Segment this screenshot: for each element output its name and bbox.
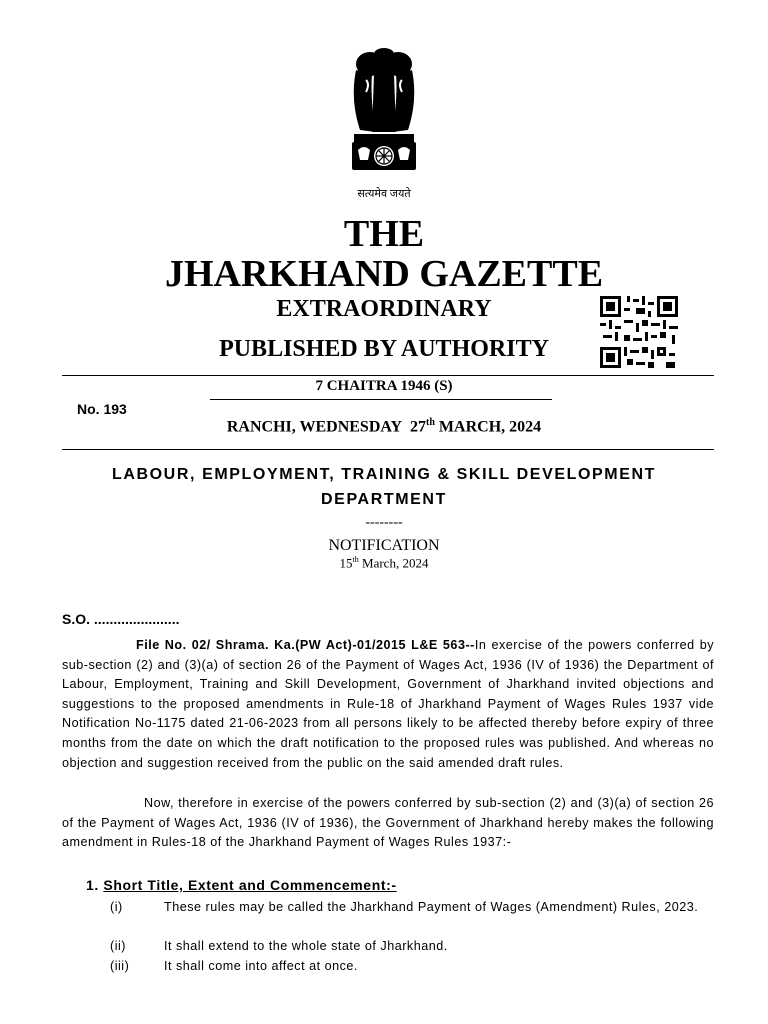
- published-by-authority: PUBLISHED BY AUTHORITY: [219, 336, 549, 362]
- state-emblem-icon: [336, 40, 432, 190]
- gazette-title-the: THE: [343, 213, 425, 255]
- list-item: [110, 898, 714, 918]
- paragraph-1: [62, 636, 714, 773]
- section-title: Short Title, Extent and Commencement:-: [103, 877, 397, 893]
- header-bottom-divider: [62, 449, 714, 450]
- paragraph-2: Now, therefore in exercise of the powers conferred by sub-section (2) and (3)(a) of section 26 of the Payment of Wages Act, 1936 (IV of 1936), the Government of Jharkhand hereby makes the following amendment in Rules-18 of the Jharkhand Payment of Wages Rules 1937:-: [62, 796, 714, 850]
- date-month-year: MARCH, 2024: [438, 418, 542, 436]
- section-heading: [86, 877, 397, 893]
- separator: --------: [365, 515, 403, 530]
- paragraph-1-text: In exercise of the powers conferred by sub-section (2) and (3)(a) of section 26 of the Payment of Wages Act, 1936 (IV of 1936) the Department of Labour, Employment, Training and Skill Development, Government of Jharkhand invited objections and suggestions to the proposed amendments in Rule-18 of Jharkhand Payment of Wages Rules 1937 vide Notification No-1175 dated 21-06-2023 from all persons likely to be affected thereby before expiry of three months from the date on which the draft notification to the proposed rules was published. And whereas no objection and suggestion received from the public on the said amended draft rules.: [62, 638, 714, 770]
- top-divider: [62, 375, 714, 376]
- issue-number: No. 193: [77, 401, 127, 417]
- so-number: S.O. ......................: [62, 611, 180, 627]
- notif-suffix: th: [352, 555, 359, 564]
- list-item-text: It shall extend to the whole state of Jharkhand.: [164, 939, 448, 953]
- notification-label: NOTIFICATION: [328, 537, 440, 554]
- date-suffix: th: [426, 417, 435, 428]
- file-number: File No. 02/ Shrama. Ka.(PW Act)-01/2015 L&E 563--: [136, 638, 475, 652]
- qr-code-icon: [600, 296, 678, 368]
- notif-day: 15: [339, 555, 353, 571]
- list-item: [110, 957, 714, 977]
- section-number: 1.: [86, 877, 99, 893]
- list-item-number: (ii): [110, 939, 126, 953]
- list-item-text: It shall come into affect at once.: [164, 959, 358, 973]
- saka-date: 7 CHAITRA 1946 (S): [315, 378, 453, 394]
- notif-month-year: March, 2024: [362, 555, 429, 571]
- department-name: LABOUR, EMPLOYMENT, TRAINING & SKILL DEVELOPMENT DEPARTMENT: [111, 466, 657, 508]
- notification-date: [0, 555, 768, 571]
- date-underline: [210, 399, 552, 400]
- list-item: [110, 937, 714, 957]
- gazette-edition: EXTRAORDINARY: [276, 296, 492, 322]
- place-day: RANCHI, WEDNESDAY: [226, 418, 403, 436]
- gazette-title: JHARKHAND GAZETTE: [164, 253, 604, 295]
- issue-date: [0, 417, 768, 436]
- national-motto: सत्यमेव जयते: [357, 188, 411, 200]
- list-item-text: These rules may be called the Jharkhand Payment of Wages (Amendment) Rules, 2023.: [164, 900, 699, 914]
- list-item-number: (i): [110, 900, 123, 914]
- date-day: 27: [410, 418, 427, 436]
- list-item-number: (iii): [110, 959, 130, 973]
